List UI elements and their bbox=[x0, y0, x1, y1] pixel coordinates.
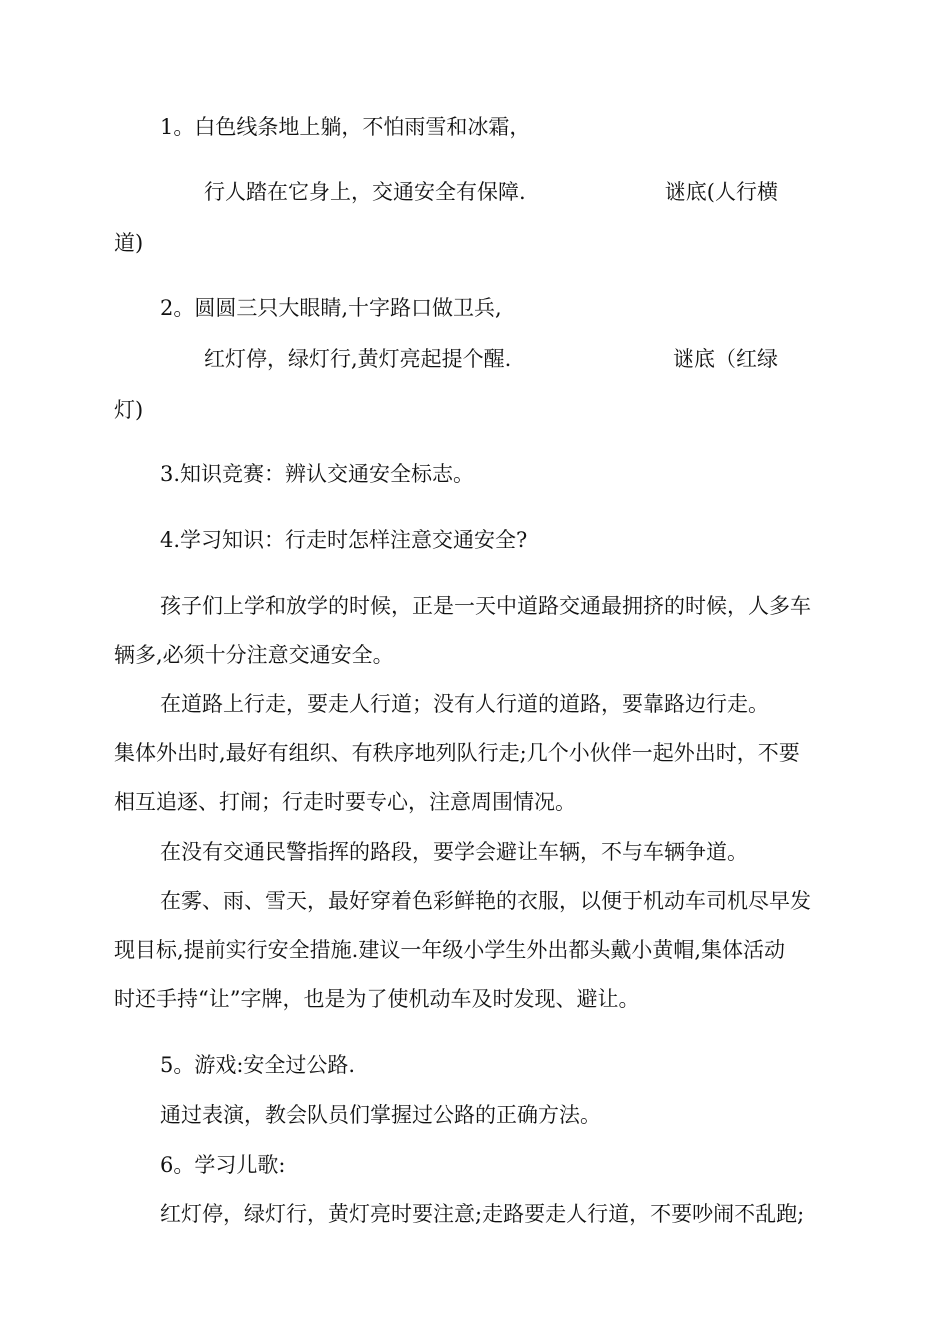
riddle-1-line-1: 1。白色线条地上躺，不怕雨雪和冰霜， bbox=[160, 115, 531, 139]
riddle-1-text: 行人踏在它身上，交通安全有保障. bbox=[204, 180, 526, 204]
para-1-line-2: 辆多,必须十分注意交通安全。 bbox=[114, 643, 394, 667]
para-3-line-1: 集体外出时,最好有组织、有秩序地列队行走;几个小伙伴一起外出时，不要 bbox=[114, 741, 800, 765]
para-2: 在道路上行走，要走人行道；没有人行道的道路，要靠路边行走。 bbox=[160, 692, 769, 716]
item-5-description: 通过表演，教会队员们掌握过公路的正确方法。 bbox=[160, 1103, 601, 1127]
item-5-heading: 5。游戏:安全过公路. bbox=[160, 1053, 356, 1077]
riddle-2-answer-continued: 灯) bbox=[114, 398, 144, 422]
riddle-2-text: 红灯停，绿灯行,黄灯亮起提个醒. bbox=[204, 347, 512, 371]
riddle-2-line-2 bbox=[204, 345, 864, 373]
item-3-quiz: 3.知识竞赛：辨认交通安全标志。 bbox=[160, 462, 475, 486]
para-3-line-2: 相互追逐、打闹；行走时要专心，注意周围情况。 bbox=[114, 790, 576, 814]
riddle-1-answer: 谜底(人行横 bbox=[664, 180, 778, 204]
riddle-2-line-1: 2。圆圆三只大眼睛,十字路口做卫兵, bbox=[160, 296, 502, 320]
para-5-line-1: 在雾、雨、雪天，最好穿着色彩鲜艳的衣服，以便于机动车司机尽早发 bbox=[160, 889, 811, 913]
nursery-rhyme-line: 红灯停，绿灯行，黄灯亮时要注意;走路要走人行道，不要吵闹不乱跑; bbox=[160, 1202, 805, 1226]
para-1-line-1: 孩子们上学和放学的时候，正是一天中道路交通最拥挤的时候，人多车 bbox=[160, 594, 811, 618]
riddle-1-answer-continued: 道) bbox=[114, 231, 144, 255]
para-4: 在没有交通民警指挥的路段，要学会避让车辆，不与车辆争道。 bbox=[160, 840, 748, 864]
para-5-line-2: 现目标,提前实行安全措施.建议一年级小学生外出都头戴小黄帽,集体活动 bbox=[114, 938, 786, 962]
item-4-heading: 4.学习知识：行走时怎样注意交通安全? bbox=[160, 528, 528, 552]
riddle-1-line-2 bbox=[204, 178, 864, 206]
para-5-line-3: 时还手持“让”字牌，也是为了使机动车及时发现、避让。 bbox=[114, 987, 640, 1011]
item-6-heading: 6。学习儿歌: bbox=[160, 1153, 286, 1177]
riddle-2-answer: 谜底（红绿 bbox=[673, 347, 778, 371]
